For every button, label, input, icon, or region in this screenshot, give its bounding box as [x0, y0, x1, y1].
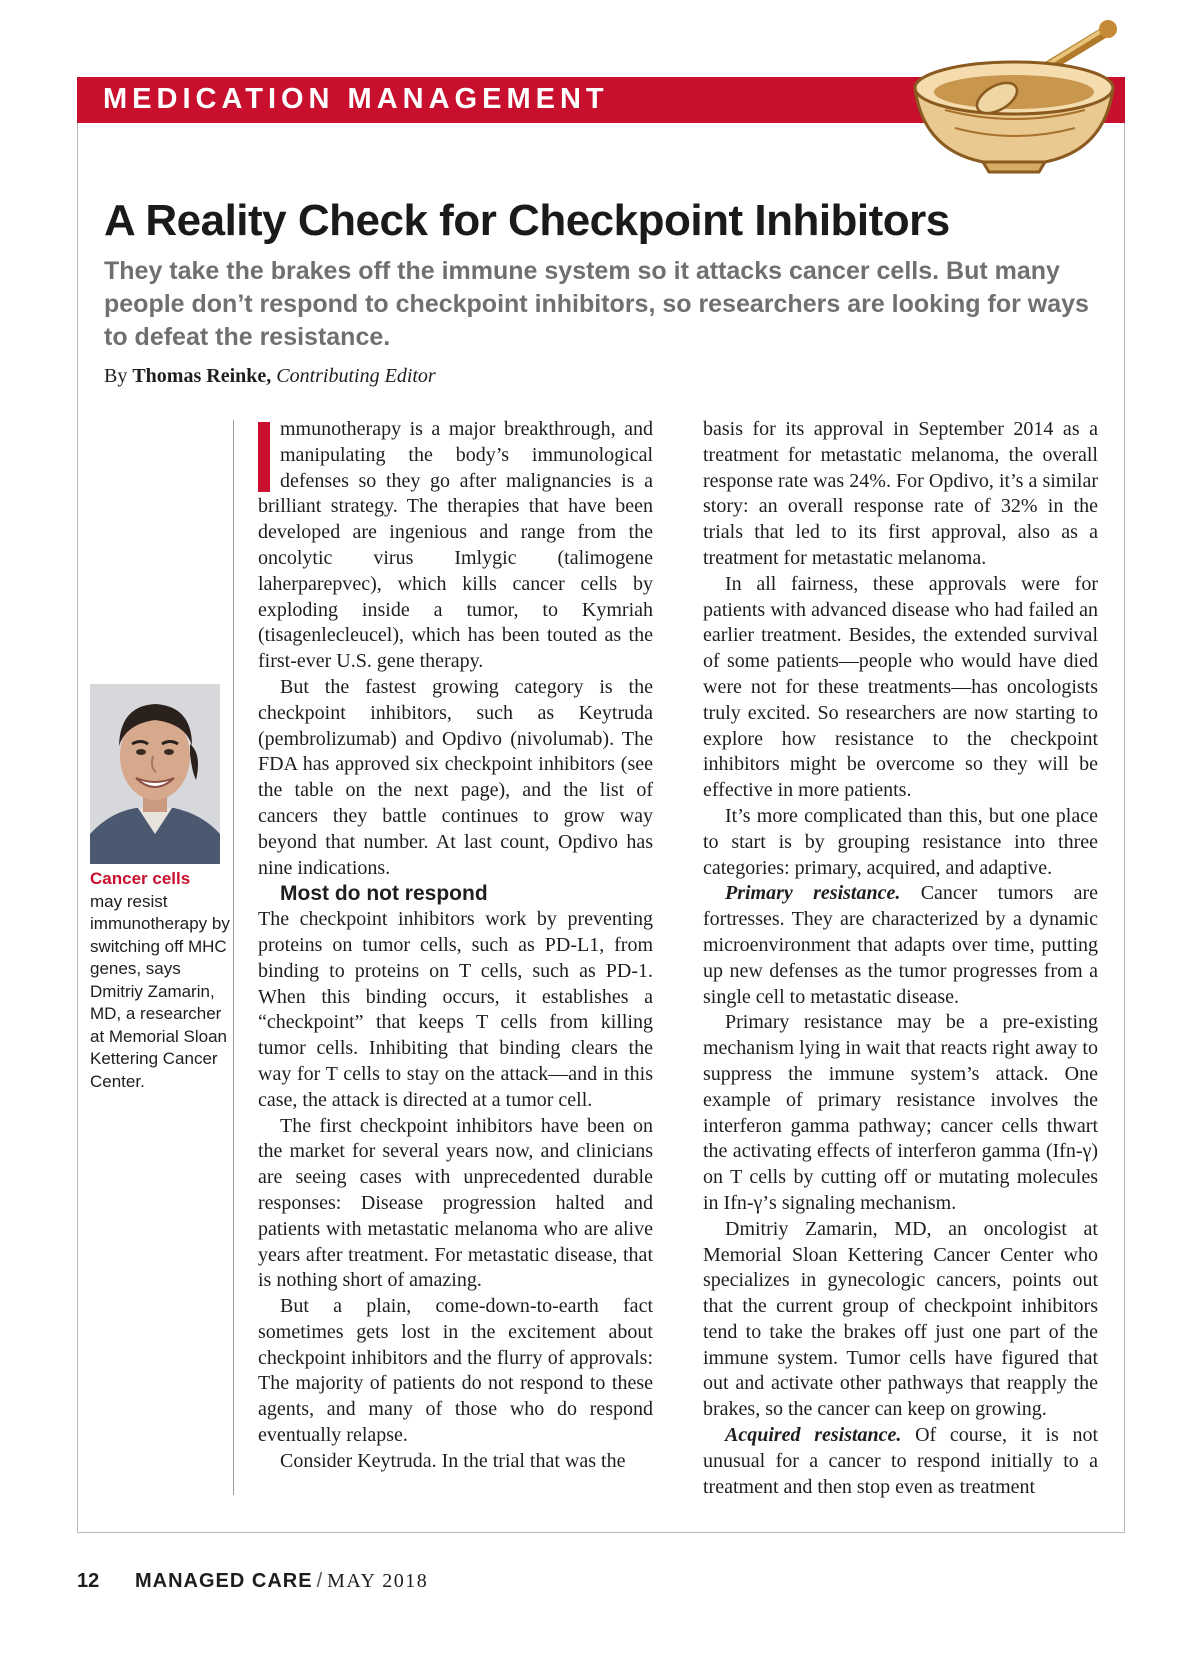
- author-portrait: [90, 684, 220, 864]
- caption-text: may resist immunotherapy by switching off MHC genes, says Dmitriy Zamarin, MD, a researcher at Memorial Sloan Kettering Cancer Center.: [90, 891, 230, 1091]
- caption-lead: Cancer cells: [90, 869, 191, 888]
- byline: [104, 365, 436, 388]
- subhead: Most do not respond: [280, 882, 488, 906]
- paragraph-7: basis for its approval in September 2014 as a treatment for metastatic melanoma, the overall response rate was 24%. For Opdivo, it’s a similar story: an overall response rate of 32% in the trials that led to its first approval, also as a treatment for metastatic melanoma.: [703, 418, 1098, 569]
- paragraph-1-text: mmunotherapy is a major breakthrough, and manipulating the body’s immunological defenses so they go after malignancies is a brilliant strategy. The therapies that have been developed are ingenious and range from the oncolytic virus Imlygic (talimogene laherparepvec), which kills cancer cells by exploding inside a tumor, to Kymriah (tisagenlecleucel), which has been touted as the first-ever U.S. gene therapy.: [258, 418, 653, 673]
- paragraph-11: Primary resistance may be a pre-existing mechanism lying in wait that reacts right away to suppress the immune system’s attack. One example of primary resistance involves the interferon gamma pathway; cancer cells thwart the activating effects of interferon gamma (Ifn-γ) on T cells by cutting off or mutating molecules in Ifn-γ’s signaling mechanism.: [703, 1011, 1098, 1214]
- paragraph-9: It’s more complicated than this, but one place to start is by grouping resistance into three categories: primary, acquired, and adaptive.: [703, 804, 1098, 879]
- publication-footer: [135, 1570, 428, 1593]
- body-column-2: [703, 417, 1098, 1500]
- byline-author: Thomas Reinke,: [132, 365, 272, 387]
- paragraph-1: [258, 417, 653, 675]
- byline-role: Contributing Editor: [276, 365, 436, 387]
- paragraph-3: The checkpoint inhibitors work by preventing proteins on tumor cells, such as PD-L1, from binding to proteins on T cells, such as PD-1. When this binding occurs, it establishes a “checkpoint” that keeps T cells from killing tumor cells. Inhibiting that binding clears the way for T cells to stay on the attack—and in this case, the attack is directed at a tumor cell.: [258, 908, 653, 1111]
- paragraph-13-text: Of course, it is not unusual for a cancer to respond initially to a treatment and then stop even as treatment: [703, 1424, 1099, 1498]
- photo-caption: [90, 868, 230, 1093]
- paragraph-10: [703, 881, 1098, 1010]
- runin-acquired: Acquired resistance.: [725, 1424, 902, 1447]
- runin-primary: Primary resistance.: [725, 882, 901, 905]
- footer-separator: /: [316, 1570, 324, 1592]
- paragraph-2: But the fastest growing category is the checkpoint inhibitors, such as Keytruda (pembrolizumab) and Opdivo (nivolumab). The FDA has approved six checkpoint inhibitors (see the table on the next page), and the list of cancers they battle continues to grow way beyond that number. At last count, Opdivo has nine indications.: [258, 675, 653, 879]
- byline-prefix: By: [104, 365, 133, 387]
- section-label: MEDICATION MANAGEMENT: [103, 83, 609, 115]
- drop-cap-bar: [258, 422, 270, 492]
- paragraph-8: In all fairness, these approvals were for patients with advanced disease who had failed an earlier treatment. Besides, the extended survival of some patients—people who would have died were not for these treatments—has oncologists truly excited. So researchers are now starting to explore how resistance to the checkpoint inhibitors might be overcome so they will be effective in more patients.: [703, 572, 1098, 802]
- publication-name: MANAGED CARE: [135, 1570, 313, 1592]
- article-title: A Reality Check for Checkpoint Inhibitors: [104, 196, 950, 245]
- article-dek: They take the brakes off the immune system so it attacks cancer cells. But many people don’t respond to checkpoint inhibitors, so researchers are looking for ways to defeat the resistance.: [104, 257, 1089, 351]
- paragraph-5: But a plain, come-down-to-earth fact sometimes gets lost in the excitement about checkpoint inhibitors and the flurry of approvals: The majority of patients do not respond to these agents, and many of those who do respond eventually relapse.: [258, 1295, 653, 1447]
- paragraph-4: The first checkpoint inhibitors have been on the market for several years now, and clinicians are seeing cases with unprecedented durable responses: Disease progression halted and patients with metastatic melanoma who are alive years after treatment. For metastatic disease, that is nothing short of amazing.: [258, 1114, 653, 1292]
- paragraph-10-text: Cancer tumors are fortresses. They are characterized by a dynamic microenvironment that adapts over time, putting up new defenses as the tumor progresses from a single cell to metastatic disease.: [703, 882, 1098, 1008]
- column-divider: [233, 420, 234, 1495]
- paragraph-6: Consider Keytruda. In the trial that was the: [280, 1449, 626, 1472]
- mortar-and-pestle-icon: [905, 10, 1125, 180]
- paragraph-12: Dmitriy Zamarin, MD, an oncologist at Memorial Sloan Kettering Cancer Center who specializes in gynecologic cancers, points out that the current group of checkpoint inhibitors tend to take the brakes off just one part of the immune system. Tumor cells have figured that out and activate other pathways that reapply the brakes, so the cancer can keep on growing.: [703, 1217, 1098, 1421]
- page-number: 12: [77, 1570, 100, 1592]
- issue-date: MAY 2018: [327, 1570, 429, 1592]
- paragraph-13: [703, 1423, 1098, 1500]
- body-column-1: [258, 417, 653, 1475]
